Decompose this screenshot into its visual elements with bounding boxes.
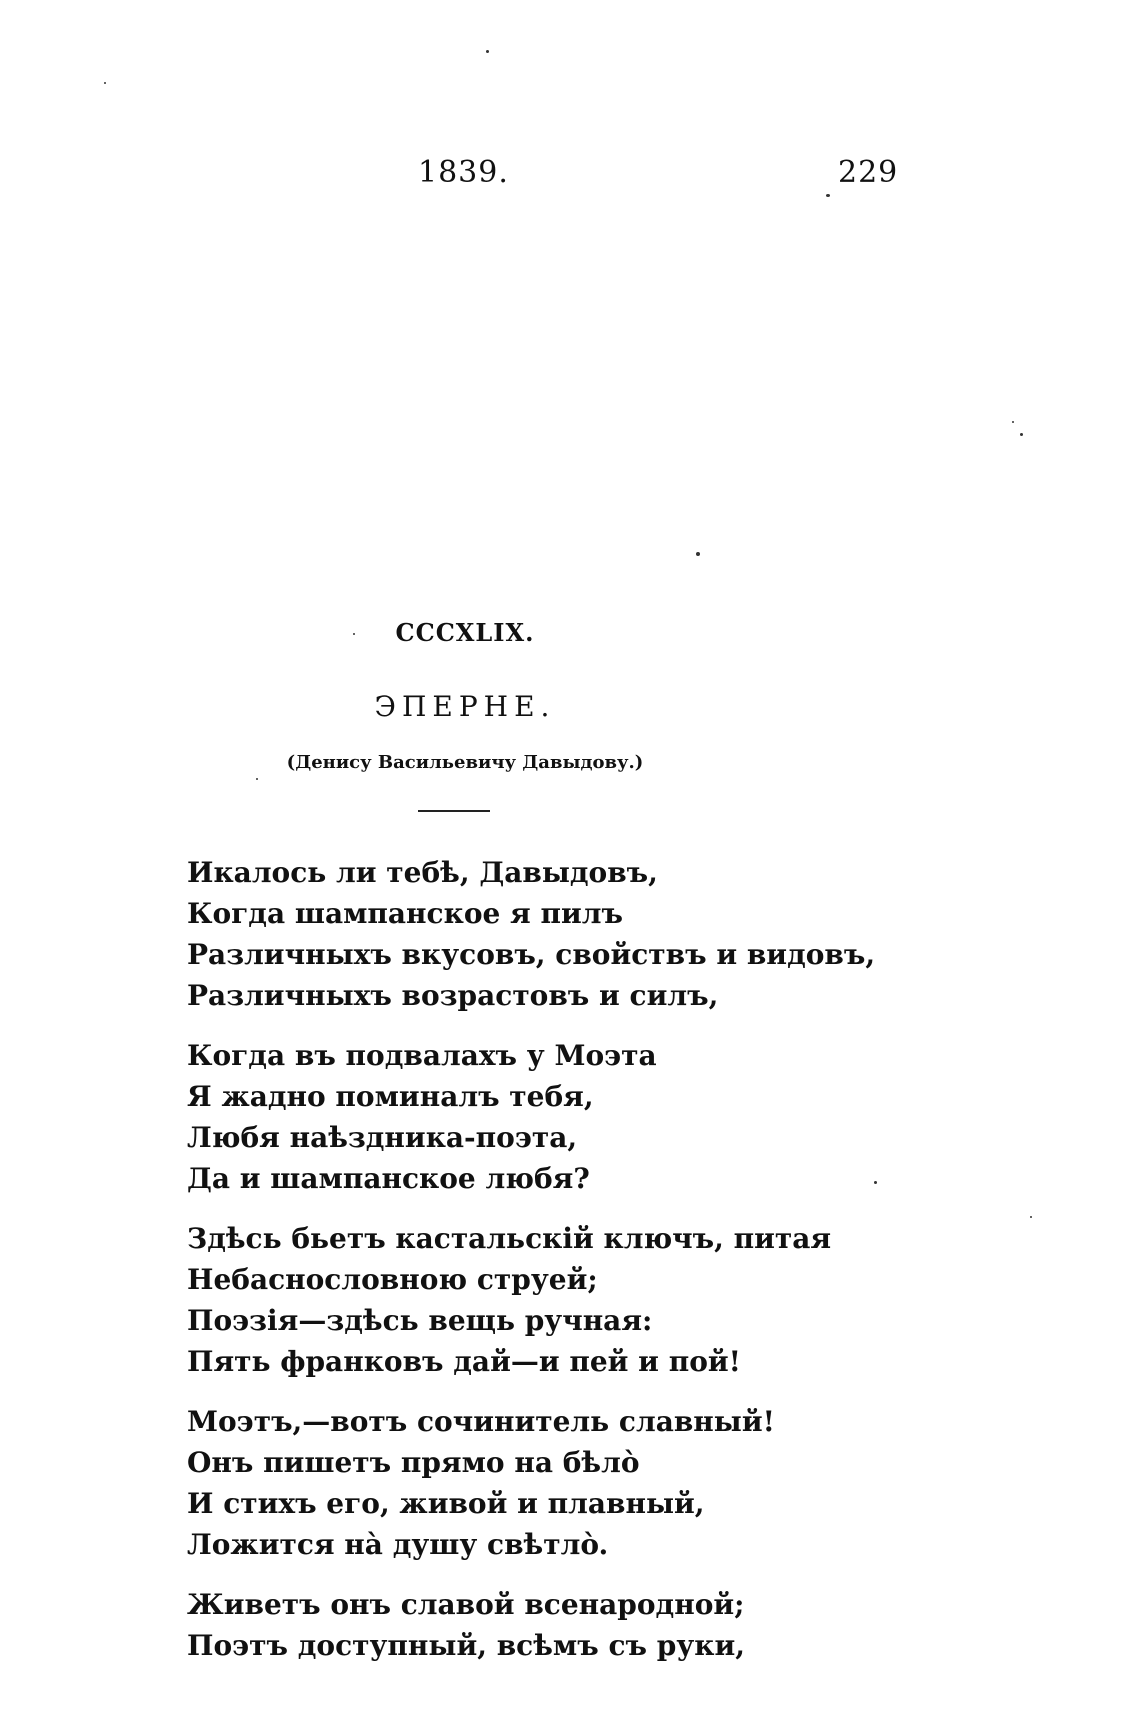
scan-speck [1020, 433, 1023, 436]
verse-line: Икалось ли тебѣ, Давыдовъ, [187, 856, 658, 889]
scan-speck [104, 82, 106, 84]
verse-line: Различныхъ возрастовъ и силъ, [187, 979, 719, 1012]
verse-line: Ложится нà душу свѣтлò. [187, 1528, 609, 1561]
stanza [187, 1035, 947, 1199]
poem-title: ЭПЕРНЕ. [374, 690, 556, 723]
verse-line: Когда въ подвалахъ у Моэта [187, 1039, 657, 1072]
verse-line: Поэзія—здѣсь вещь ручная: [187, 1304, 653, 1337]
verse-line: Онъ пишетъ прямо на бѣлò [187, 1446, 640, 1479]
scan-speck [874, 1181, 877, 1184]
scan-speck [696, 552, 700, 556]
verse-line: Здѣсь бьетъ кастальскій ключъ, питая [187, 1222, 832, 1255]
poem-dedication: (Денису Васильевичу Давыдову.) [286, 752, 644, 773]
verse-line: Любя наѣздника-поэта, [187, 1121, 578, 1154]
scan-speck [353, 633, 355, 635]
verse-line: Живетъ онъ славой всенародной; [187, 1588, 745, 1621]
verse-line: Небаснословною струей; [187, 1263, 598, 1296]
verse-line: Пять франковъ дай—и пей и пой! [187, 1345, 741, 1378]
scan-speck [1030, 1216, 1032, 1218]
title-divider [418, 810, 490, 812]
scan-speck [486, 50, 489, 53]
verse-line: Поэтъ доступный, всѣмъ съ руки, [187, 1629, 745, 1662]
stanza [187, 1401, 947, 1565]
verse-line: Я жадно поминалъ тебя, [187, 1080, 594, 1113]
scan-speck [1012, 421, 1014, 423]
verse-line: Когда шампанское я пилъ [187, 897, 623, 930]
poem-number: CCCXLIX. [395, 618, 535, 647]
page-number: 229 [838, 155, 899, 190]
stanza [187, 852, 947, 1016]
stanza [187, 1218, 947, 1382]
running-header-year: 1839. [418, 155, 509, 190]
verse-line: Различныхъ вкусовъ, свойствъ и видовъ, [187, 938, 876, 971]
verse-line: Да и шампанское любя? [187, 1162, 590, 1195]
stanza [187, 1584, 947, 1666]
verse-line: Моэтъ,—вотъ сочинитель славный! [187, 1405, 775, 1438]
poem-body [187, 852, 947, 1692]
scan-speck [256, 778, 258, 780]
verse-line: И стихъ его, живой и плавный, [187, 1487, 705, 1520]
scan-speck [826, 194, 830, 197]
